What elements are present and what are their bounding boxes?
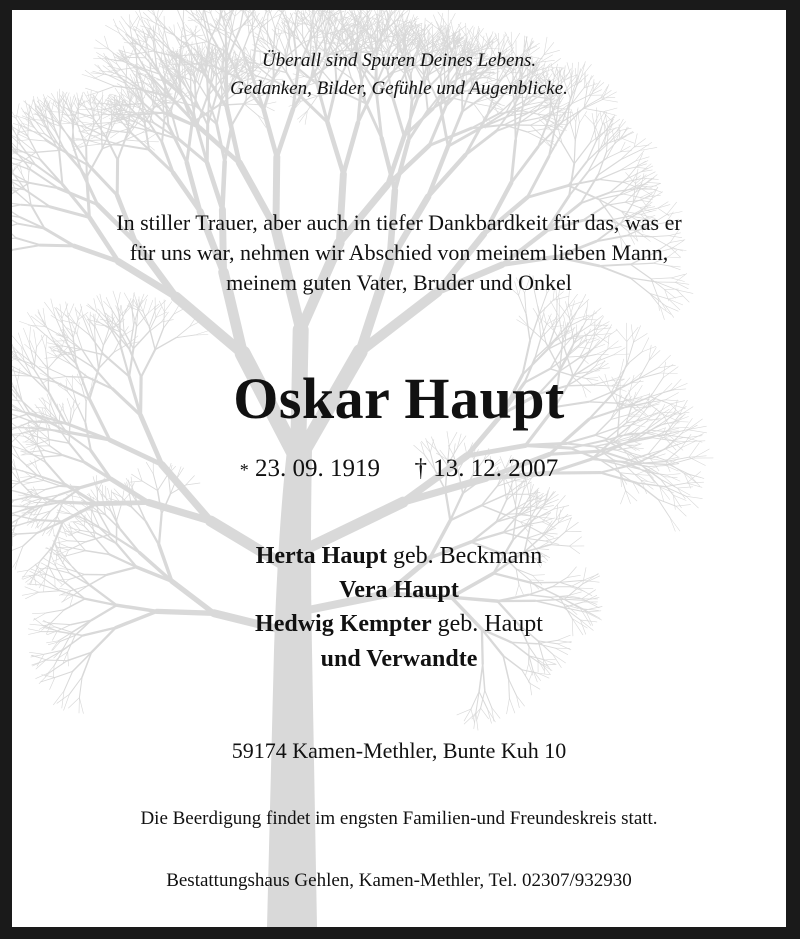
intro-line-3: meinem guten Vater, Bruder und Onkel (226, 270, 572, 295)
family-address: 59174 Kamen-Methler, Bunte Kuh 10 (231, 738, 567, 763)
mourner-name: Hedwig Kempter (255, 611, 432, 637)
funeral-note: Die Beerdigung findet im engsten Familien-und Freundeskreis statt. (140, 808, 658, 829)
mourner-name: und Verwandte (320, 646, 478, 672)
life-dates (12, 455, 786, 483)
death-symbol: † (414, 455, 427, 482)
undertaker-info: Bestattungshaus Gehlen, Kamen-Methler, Tel. 02307/932930 (166, 870, 632, 891)
birth-date: 23. 09. 1919 (255, 455, 380, 482)
mourner-suffix: geb. Haupt (431, 611, 543, 637)
mourner-name: Vera Haupt (339, 577, 459, 603)
mourner-line (12, 646, 786, 673)
intro-line-2: für uns war, nehmen wir Abschied von meinem lieben Mann, (129, 240, 669, 265)
motto-line-2: Gedanken, Bilder, Gefühle und Augenblicke. (230, 78, 568, 99)
birth-symbol: * (239, 460, 249, 480)
deceased-name: Oskar Haupt (233, 366, 565, 431)
motto-line-1: Überall sind Spuren Deines Lebens. (261, 50, 537, 71)
intro-line-1: In stiller Trauer, aber auch in tiefer Dankbardkeit für das, was er (116, 210, 682, 235)
mourner-name: Herta Haupt (255, 543, 388, 569)
notice-content (12, 10, 786, 927)
mourner-line (12, 543, 786, 570)
mourner-suffix: geb. Beckmann (387, 543, 543, 569)
death-date: 13. 12. 2007 (433, 455, 559, 482)
mourner-line (12, 577, 786, 604)
mourner-line (12, 611, 786, 638)
